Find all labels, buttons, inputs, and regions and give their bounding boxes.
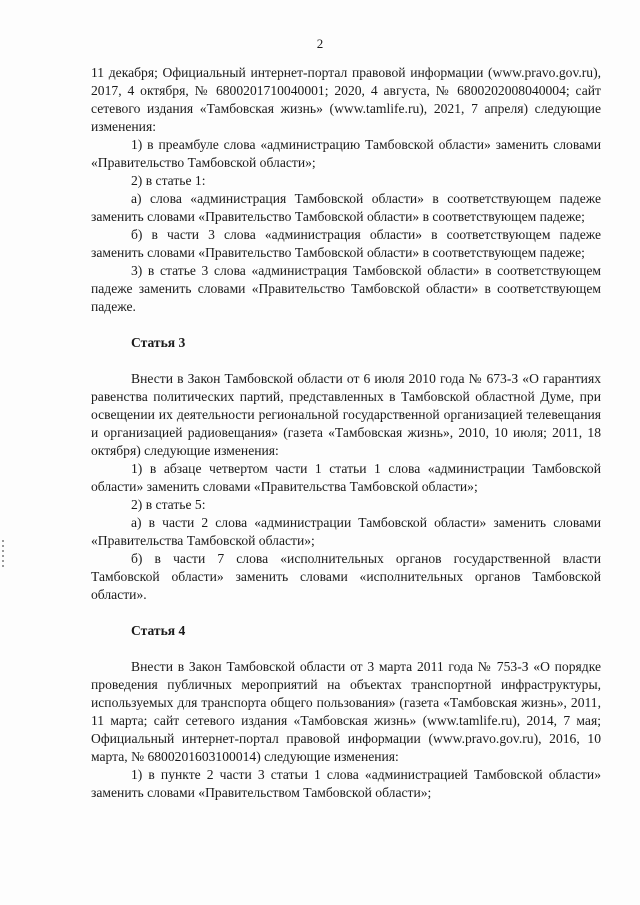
article-3-item-2a: а) в части 2 слова «администрации Тамбовской области» заменить словами «Правительства Тамбовской области»;: [91, 515, 601, 548]
article-3-item-2: 2) в статье 5:: [131, 497, 206, 512]
article-4-lead: Внести в Закон Тамбовской области от 3 марта 2011 года № 753-З «О порядке проведения публичных мероприятий на объектах транспортной инфраструктуры, используемых для транспорта общего пользования» (газета «Тамбовская жизнь», 2011, 11 марта; сайт сетевого издания «Тамбовская жизнь» (www.tamlife.ru), 2014, 7 мая; Официальный интернет-портал правовой информации (www.pravo.gov.ru), 2016, 10 марта, № 6800201603100014) следующие изменения:: [91, 659, 601, 764]
intro-item-3: 3) в статье 3 слова «администрация Тамбовской области» в соответствующем падеже заменить словами «Правительство Тамбовской области» в соответствующем падеже.: [91, 263, 601, 314]
article-4-item-1: 1) в пункте 2 части 3 статьи 1 слова «администрацией Тамбовской области» заменить словами «Правительством Тамбовской области»;: [91, 767, 601, 800]
intro-item-2: 2) в статье 1:: [131, 173, 206, 188]
article-3-lead: Внести в Закон Тамбовской области от 6 июля 2010 года № 673-З «О гарантиях равенства политических партий, представленных в Тамбовской областной Думе, при освещении их деятельности региональной государственной организацией телевещания и организацией радиовещания» (газета «Тамбовская жизнь», 2010, 10 июля; 2011, 18 октября) следующие изменения:: [91, 371, 601, 458]
intro-item-1: 1) в преамбуле слова «администрацию Тамбовской области» заменить словами «Правительство Тамбовской области»;: [91, 137, 601, 170]
document-body: [91, 64, 601, 802]
scan-edge-mark: [2, 540, 4, 570]
article-3-title: Статья 3: [131, 335, 186, 350]
intro-item-2b: б) в части 3 слова «администрация области» в соответствующем падеже заменить словами «Правительство Тамбовской области» в соответствующем падеже;: [91, 227, 601, 260]
article-4-title: Статья 4: [131, 623, 186, 638]
intro-continuation: 11 декабря; Официальный интернет-портал правовой информации (www.pravo.gov.ru), 2017, 4 октября, № 6800201710040001; 2020, 4 августа, № 6800202008040004; сайт сетевого издания «Тамбовская жизнь» (www.tamlife.ru), 2021, 7 апреля) следующие изменения:: [91, 65, 601, 134]
article-3-item-2b: б) в части 7 слова «исполнительных органов государственной власти Тамбовской области» заменить словами «исполнительных органов Тамбовской области».: [91, 551, 601, 602]
intro-item-2a: а) слова «администрация Тамбовской области» в соответствующем падеже заменить словами «Правительство Тамбовской области» в соответствующем падеже;: [91, 191, 601, 224]
page-number: 2: [316, 36, 324, 51]
article-3-item-1: 1) в абзаце четвертом части 1 статьи 1 слова «администрации Тамбовской области» заменить словами «Правительства Тамбовской области»;: [91, 461, 601, 494]
